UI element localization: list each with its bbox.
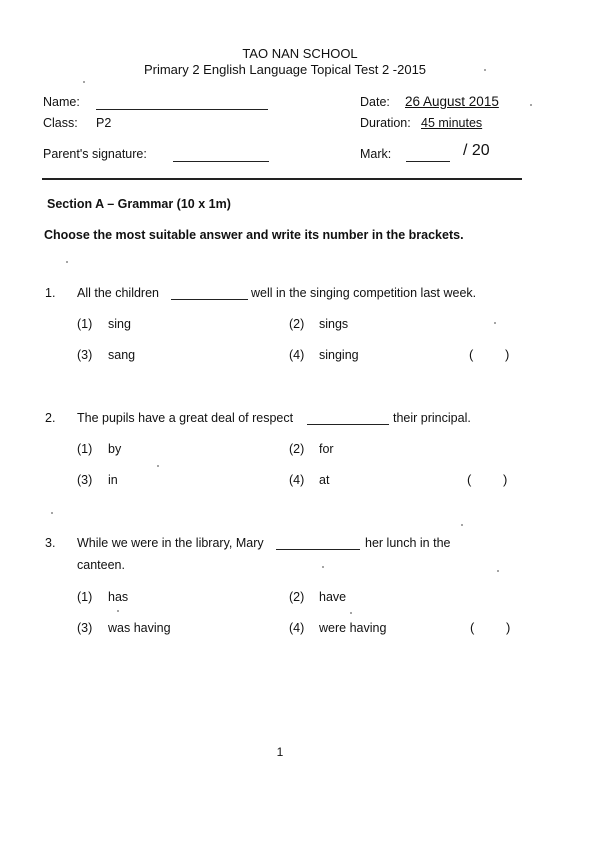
mark-field[interactable]	[406, 161, 450, 162]
option-text: singing	[319, 348, 359, 362]
answer-input[interactable]	[479, 619, 503, 635]
section-instruction: Choose the most suitable answer and write its number in the brackets.	[44, 228, 464, 242]
scan-speck	[51, 512, 53, 514]
answer-bracket-close: )	[505, 347, 510, 362]
option-text: by	[108, 442, 122, 456]
scan-speck	[461, 524, 463, 526]
answer-blank	[276, 549, 360, 550]
scan-speck	[484, 69, 486, 71]
scan-speck	[530, 104, 532, 106]
option-number: (1)	[77, 590, 93, 604]
header-divider	[42, 178, 522, 180]
question-text: well in the singing competition last week.	[251, 286, 477, 300]
question-text: While we were in the library, Mary	[77, 536, 264, 550]
mark-total: / 20	[463, 142, 490, 159]
date-value: 26 August 2015	[405, 94, 499, 109]
question-text: All the children	[77, 286, 159, 300]
duration-value: 45 minutes	[421, 116, 483, 130]
question-number: 3.	[45, 536, 56, 550]
option-number: (4)	[289, 473, 305, 487]
option-text: for	[319, 442, 334, 456]
option-text: at	[319, 473, 330, 487]
answer-bracket-open: (	[469, 347, 474, 362]
option-text: were having	[319, 621, 387, 635]
option-text: have	[319, 590, 347, 604]
scan-speck	[350, 612, 352, 614]
option-text: sing	[108, 317, 131, 331]
scan-speck	[117, 610, 119, 612]
option-text: was having	[108, 621, 171, 635]
question-text: her lunch in the	[365, 536, 451, 550]
scan-speck	[66, 261, 68, 263]
question-text: The pupils have a great deal of respect	[77, 411, 294, 425]
answer-bracket-close: )	[503, 472, 508, 487]
question-number: 1.	[45, 286, 56, 300]
school-name: TAO NAN SCHOOL	[242, 46, 358, 61]
scan-speck	[83, 81, 85, 83]
option-text: in	[108, 473, 118, 487]
question-text: their principal.	[393, 411, 471, 425]
option-number: (4)	[289, 348, 305, 362]
option-number: (2)	[289, 442, 305, 456]
option-number: (3)	[77, 348, 93, 362]
scan-speck	[322, 566, 324, 568]
question-text-continued: canteen.	[77, 558, 125, 572]
name-label: Name:	[43, 95, 80, 109]
class-label: Class:	[43, 116, 78, 130]
option-text: sang	[108, 348, 136, 362]
answer-blank	[307, 424, 389, 425]
scan-speck	[157, 465, 159, 467]
name-field[interactable]	[96, 109, 268, 110]
page-number: 1	[276, 745, 284, 759]
option-number: (3)	[77, 473, 93, 487]
option-number: (1)	[77, 442, 93, 456]
answer-bracket-close: )	[506, 620, 511, 635]
option-text: has	[108, 590, 129, 604]
option-number: (4)	[289, 621, 305, 635]
option-number: (1)	[77, 317, 93, 331]
answer-bracket-open: (	[467, 472, 472, 487]
option-number: (3)	[77, 621, 93, 635]
test-title: Primary 2 English Language Topical Test 2 -2015	[143, 62, 427, 77]
parent-signature-label: Parent's signature:	[43, 147, 147, 161]
option-text: sings	[319, 317, 349, 331]
answer-bracket-open: (	[470, 620, 475, 635]
date-label: Date:	[360, 95, 390, 109]
option-number: (2)	[289, 317, 305, 331]
duration-label: Duration:	[360, 116, 411, 130]
option-number: (2)	[289, 590, 305, 604]
parent-signature-field[interactable]	[173, 161, 269, 162]
scan-speck	[494, 322, 496, 324]
section-title: Section A – Grammar (10 x 1m)	[47, 197, 231, 211]
class-value: P2	[96, 116, 112, 130]
mark-label: Mark:	[360, 147, 392, 161]
question-number: 2.	[45, 411, 56, 425]
scan-speck	[497, 570, 499, 572]
answer-input[interactable]	[476, 471, 500, 487]
answer-input[interactable]	[478, 346, 502, 362]
answer-blank	[171, 299, 248, 300]
